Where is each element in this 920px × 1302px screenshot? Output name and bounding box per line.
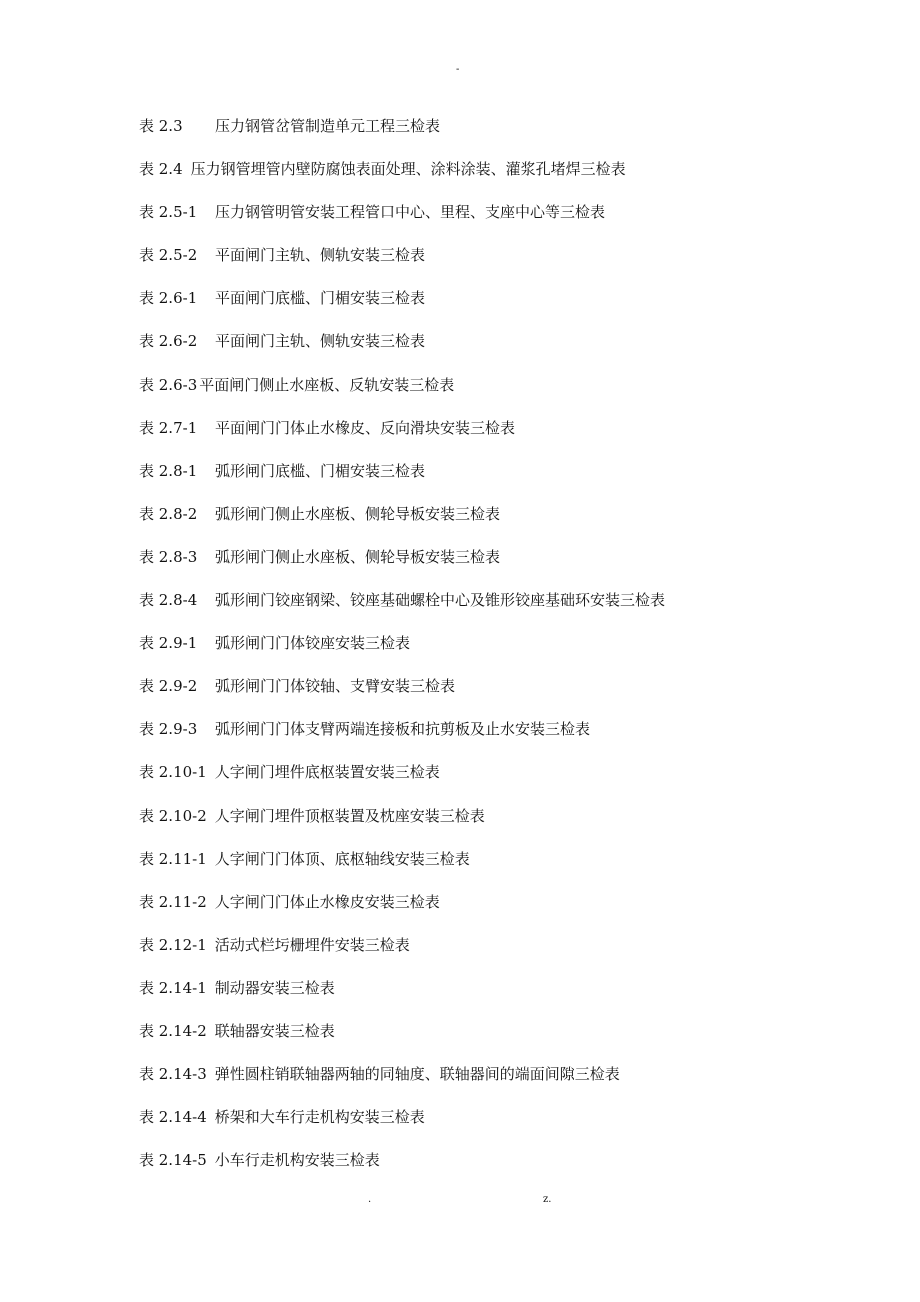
toc-item-number: 表 2.14-2 (139, 1021, 207, 1040)
toc-item (139, 415, 839, 458)
toc-item-number: 表 2.11-2 (139, 892, 207, 911)
footer-mark-left: . (368, 1194, 372, 1205)
toc-item (139, 759, 839, 802)
toc-item (139, 372, 839, 415)
toc-item (139, 932, 839, 975)
toc-item-number: 表 2.4 (139, 160, 183, 179)
toc-item-title: 人字闸门门体止水橡皮安装三检表 (214, 892, 440, 911)
toc-item-title: 平面闸门门体止水橡皮、反向滑块安装三检表 (215, 418, 516, 437)
toc-item (139, 285, 839, 328)
toc-item-number: 表 2.3 (139, 117, 183, 135)
footer-mark-right: z. (543, 1194, 552, 1205)
toc-item-number: 表 2.14-4 (139, 1108, 207, 1127)
toc-item (139, 716, 839, 759)
toc-item (139, 1147, 839, 1190)
toc-item-number: 表 2.8-4 (139, 591, 198, 610)
toc-item (139, 113, 839, 156)
toc-item-number: 表 2.14-1 (139, 978, 207, 997)
toc-item-number: 表 2.14-5 (139, 1151, 207, 1170)
toc-item-title: 弧形闸门侧止水座板、侧轮导板安装三检表 (215, 547, 501, 566)
toc-item (139, 975, 839, 1018)
toc-item-number: 表 2.5-1 (139, 203, 198, 222)
toc-item (139, 544, 839, 587)
toc-item-title: 压力钢管岔管制造单元工程三检表 (215, 117, 441, 135)
toc-item-number: 表 2.12-1 (139, 935, 207, 954)
toc-item-number: 表 2.14-3 (139, 1065, 207, 1084)
toc-item (139, 803, 839, 846)
toc-item (139, 501, 839, 544)
toc-item-number: 表 2.8-3 (139, 547, 198, 566)
toc-item-title: 弧形闸门门体铰轴、支臂安装三检表 (215, 677, 456, 696)
toc-item-title: 平面闸门主轨、侧轨安装三检表 (215, 332, 426, 351)
toc-item-title: 小车行走机构安装三检表 (214, 1151, 380, 1170)
toc-item-title: 弧形闸门侧止水座板、侧轮导板安装三检表 (215, 504, 501, 523)
toc-item-title: 弹性圆柱销联轴器两轴的同轴度、联轴器间的端面间隙三检表 (214, 1065, 620, 1084)
toc-item-title: 平面闸门底槛、门楣安装三检表 (215, 289, 426, 308)
toc-list (139, 113, 839, 1190)
toc-item-number: 表 2.7-1 (139, 418, 198, 437)
toc-item (139, 673, 839, 716)
toc-item-title: 弧形闸门底槛、门楣安装三检表 (215, 461, 426, 480)
toc-item-title: 人字闸门埋件顶枢装置及枕座安装三检表 (214, 806, 485, 825)
toc-item (139, 846, 839, 889)
toc-item-number: 表 2.9-2 (139, 677, 198, 696)
toc-item-number: 表 2.11-1 (139, 849, 207, 868)
toc-item (139, 156, 839, 199)
toc-item (139, 1018, 839, 1061)
toc-item-title: 平面闸门主轨、侧轨安装三检表 (215, 246, 426, 265)
toc-item (139, 199, 839, 242)
toc-item (139, 630, 839, 673)
toc-item (139, 587, 839, 630)
toc-item-title: 活动式栏圬栅埋件安装三检表 (214, 935, 410, 954)
toc-item-title: 压力钢管埋管内壁防腐蚀表面处理、涂料涂装、灌浆孔堵焊三检表 (190, 160, 626, 179)
toc-item (139, 1061, 839, 1104)
toc-item-title: 弧形闸门门体支臂两端连接板和抗剪板及止水安装三检表 (215, 720, 591, 739)
toc-item-number: 表 2.6-1 (139, 289, 198, 308)
toc-item-title: 弧形闸门铰座钢梁、铰座基础螺栓中心及锥形铰座基础环安装三检表 (215, 591, 666, 610)
toc-item-number: 表 2.10-1 (139, 763, 207, 782)
toc-item (139, 242, 839, 285)
toc-item-number: 表 2.6-2 (139, 332, 198, 351)
toc-item-title: 弧形闸门门体铰座安装三检表 (215, 634, 411, 653)
toc-item-title: 制动器安装三检表 (214, 978, 335, 997)
toc-item-title: 人字闸门埋件底枢装置安装三检表 (214, 763, 440, 782)
toc-item-number: 表 2.9-1 (139, 634, 198, 653)
toc-item (139, 328, 839, 371)
toc-item (139, 1104, 839, 1147)
toc-item-title: 联轴器安装三检表 (214, 1021, 335, 1040)
toc-item-title: 压力钢管明管安装工程管口中心、里程、支座中心等三检表 (215, 203, 606, 222)
toc-item-number: 表 2.5-2 (139, 246, 198, 265)
toc-item-number: 表 2.8-2 (139, 504, 198, 523)
toc-item (139, 458, 839, 501)
toc-item-title: 人字闸门门体顶、底枢轴线安装三检表 (214, 849, 470, 868)
toc-item (139, 889, 839, 932)
toc-item-number: 表 2.10-2 (139, 806, 207, 825)
toc-item-title: 平面闸门侧止水座板、反轨安装三检表 (199, 375, 455, 394)
toc-item-number: 表 2.8-1 (139, 461, 198, 480)
header-mark: - (456, 64, 460, 75)
toc-item-title: 桥架和大车行走机构安装三检表 (214, 1108, 425, 1127)
toc-item-number: 表 2.9-3 (139, 720, 198, 739)
toc-item-number: 表 2.6-3 (139, 375, 198, 394)
